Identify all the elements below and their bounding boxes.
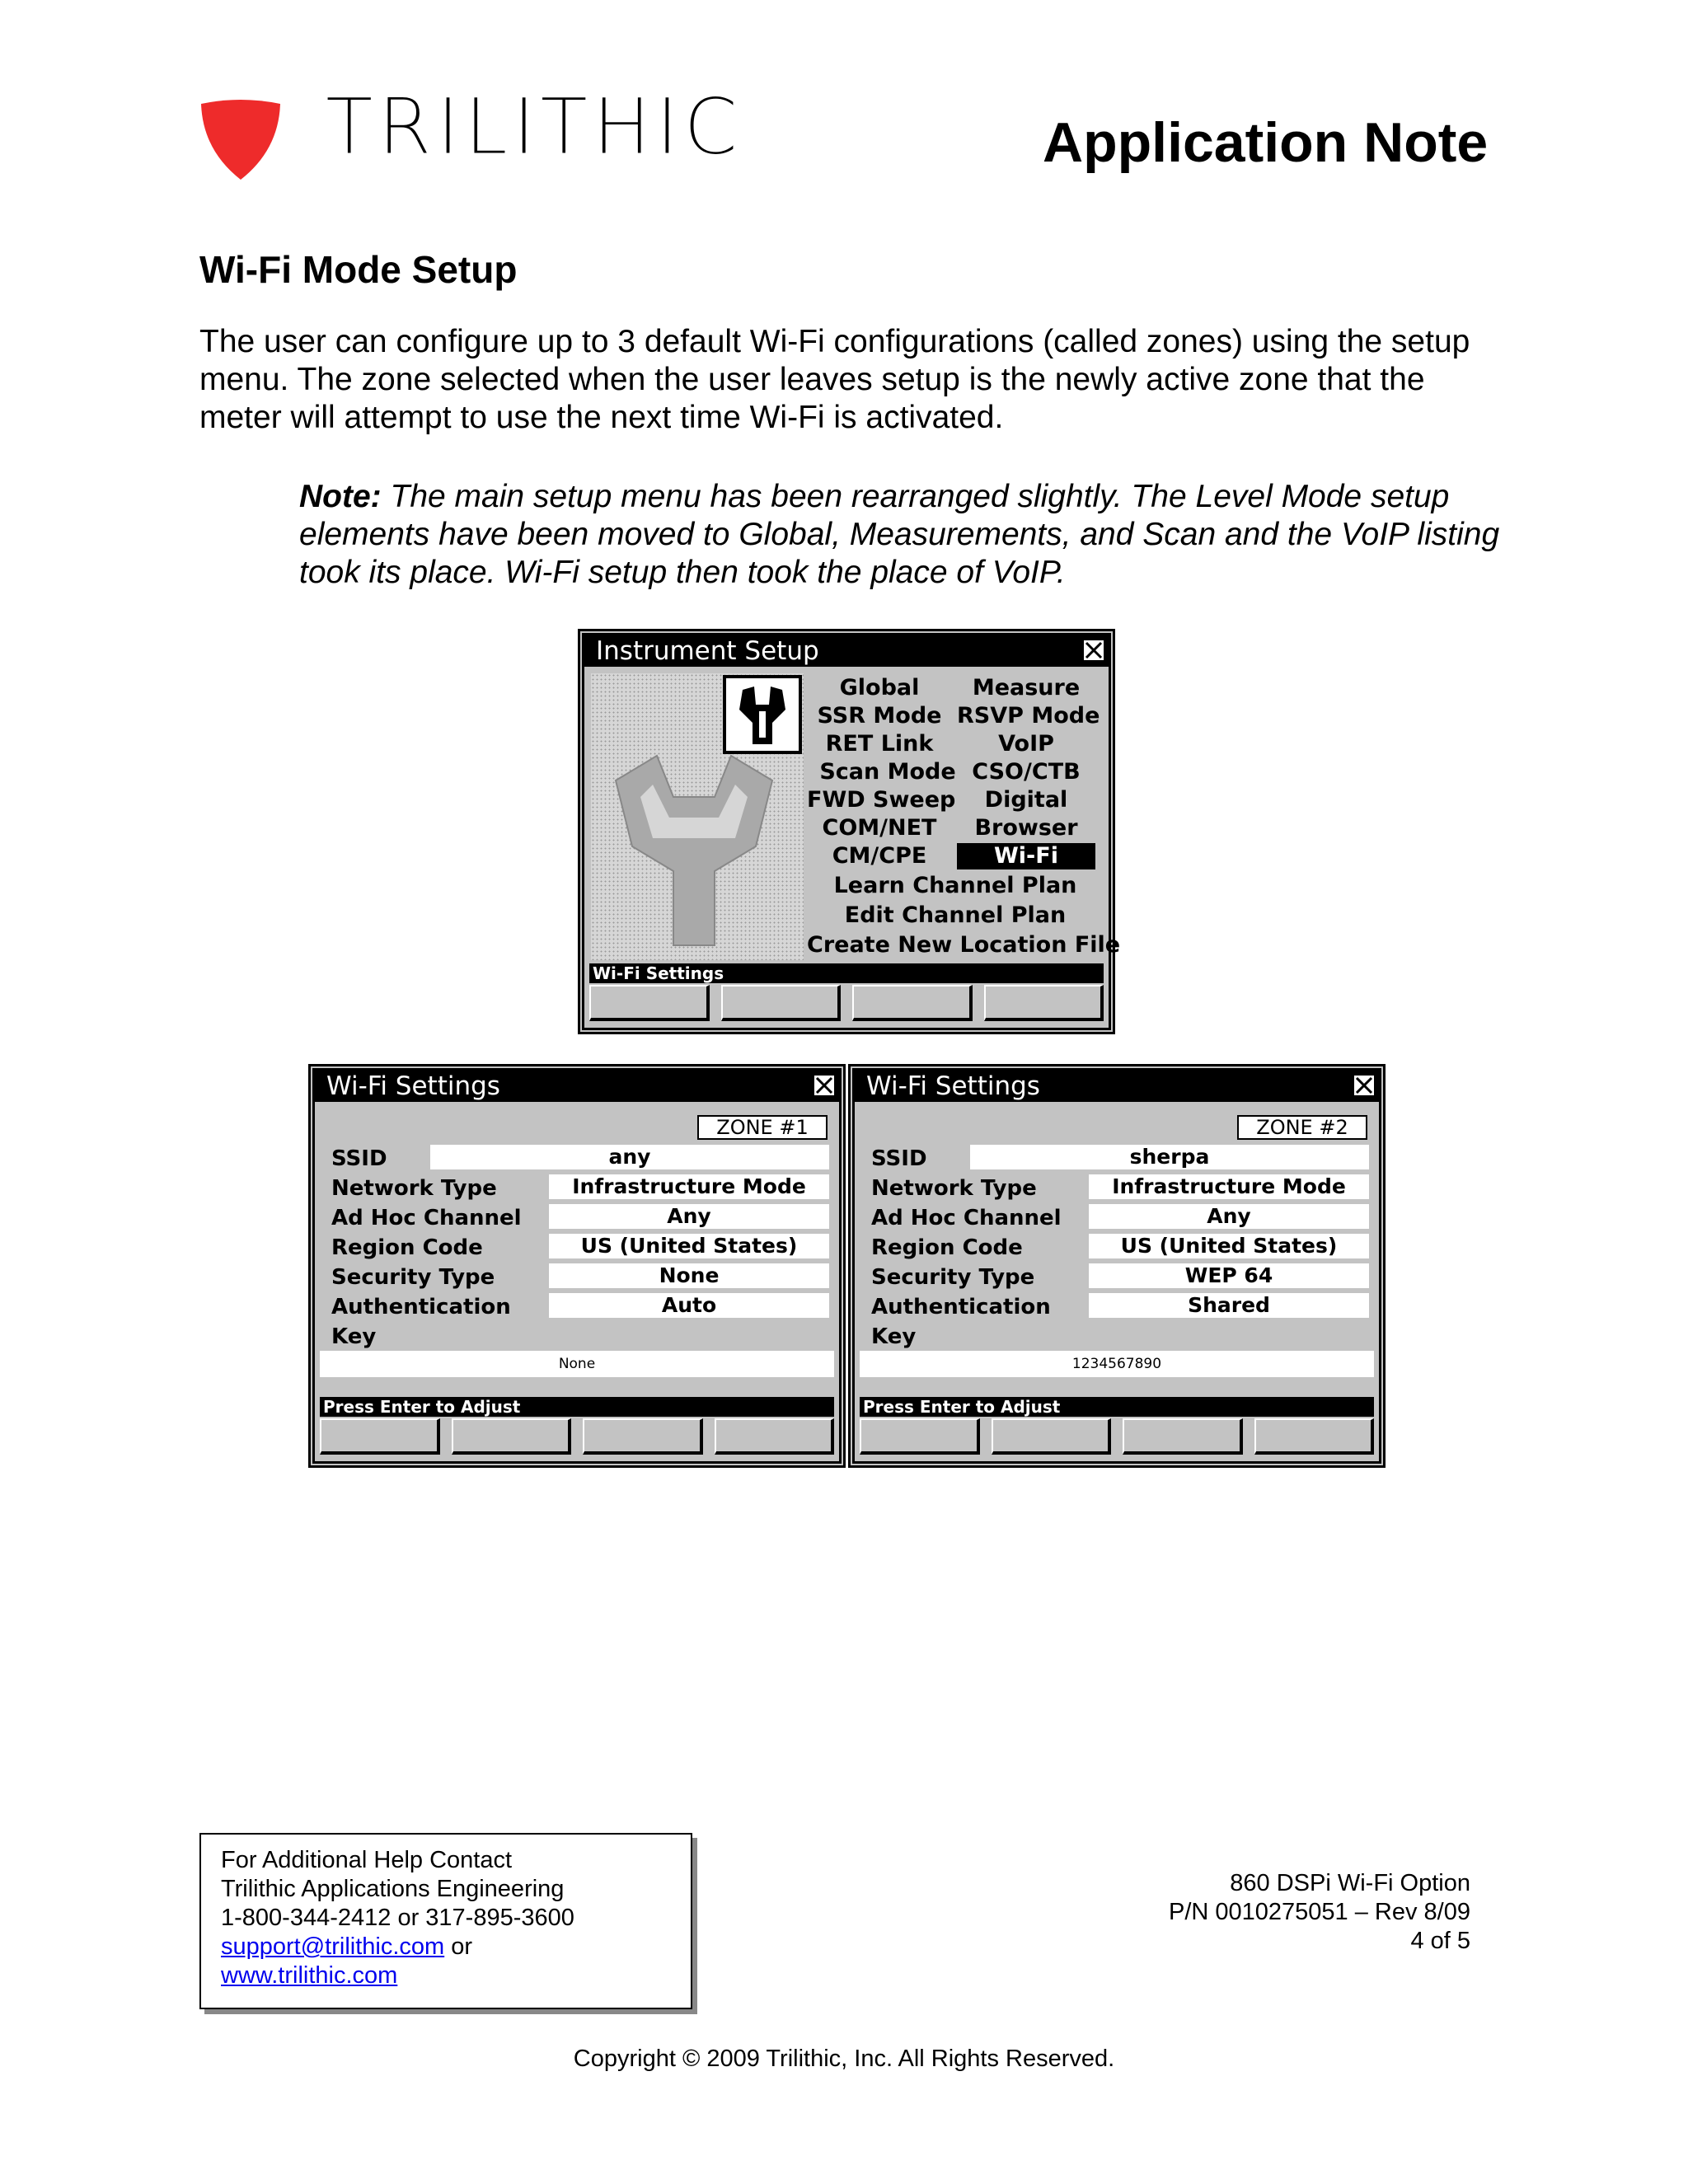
menu-item-measure[interactable]: Measure (972, 675, 1081, 701)
wrench-icon (723, 675, 802, 754)
softkey-row (320, 1418, 834, 1455)
menu-item-ret-link[interactable]: RET Link (825, 731, 934, 757)
contact-box (199, 1833, 692, 2009)
part-number: P/N 0010275051 – Rev 8/09 (1169, 1899, 1470, 1925)
body-paragraph: The user can configure up to 3 default Wi-Fi configurations (called zones) using the setup menu. The zone selected when the user leaves setup is the newly active zone that the meter will attempt to use the next time Wi-Fi is activated. (199, 324, 1470, 435)
softkey-2[interactable] (992, 1418, 1112, 1455)
trilithic-logo-icon (198, 99, 284, 181)
softkey-row (860, 1418, 1374, 1455)
ad-hoc-channel-field[interactable]: Any (549, 1204, 829, 1229)
menu-item-wifi[interactable]: Wi-Fi (957, 843, 1095, 869)
menu-item-voip[interactable]: VoIP (998, 731, 1054, 757)
security-type-label: Security Type (871, 1265, 1035, 1290)
menu-item-create-location-file[interactable]: Create New Location File (807, 932, 1121, 958)
softkey-1[interactable] (320, 1418, 440, 1455)
authentication-field[interactable]: Shared (1089, 1293, 1369, 1318)
key-field[interactable]: 1234567890 (860, 1351, 1374, 1377)
softkey-1[interactable] (860, 1418, 980, 1455)
close-icon[interactable] (1082, 639, 1105, 662)
authentication-label: Authentication (871, 1295, 1051, 1319)
key-field[interactable]: None (320, 1351, 834, 1377)
zone-indicator[interactable]: ZONE #1 (697, 1115, 828, 1140)
menu-item-browser[interactable]: Browser (974, 815, 1078, 841)
softkey-row (589, 985, 1104, 1021)
page-number: 4 of 5 (1410, 1928, 1470, 1954)
brand-wordmark: TRILITHIC (326, 82, 743, 172)
network-type-field[interactable]: Infrastructure Mode (1089, 1174, 1369, 1199)
security-type-field[interactable]: None (549, 1263, 829, 1288)
softkey-3[interactable] (583, 1418, 703, 1455)
wifi-settings-title: Wi-Fi Settings (315, 1071, 839, 1102)
region-code-field[interactable]: US (United States) (549, 1234, 829, 1258)
contact-email-line (221, 1933, 671, 1961)
instrument-setup-screen (582, 633, 1121, 1030)
menu-item-digital[interactable]: Digital (984, 787, 1068, 813)
network-type-label: Network Type (331, 1176, 497, 1201)
menu-item-ssr-mode[interactable]: SSR Mode (817, 703, 942, 729)
ad-hoc-channel-label: Ad Hoc Channel (871, 1206, 1062, 1230)
close-icon[interactable] (813, 1074, 836, 1097)
wifi-settings-title: Wi-Fi Settings (855, 1071, 1379, 1102)
key-label: Key (331, 1324, 377, 1349)
website-link[interactable]: www.trilithic.com (221, 1962, 398, 1989)
contact-department: Trilithic Applications Engineering (221, 1876, 565, 1902)
ad-hoc-channel-label: Ad Hoc Channel (331, 1206, 522, 1230)
softkey-3[interactable] (1123, 1418, 1243, 1455)
softkey-3[interactable] (852, 985, 973, 1021)
softkey-1[interactable] (589, 985, 710, 1021)
softkey-4[interactable] (984, 985, 1104, 1021)
contact-heading: For Additional Help Contact (221, 1847, 513, 1873)
authentication-label: Authentication (331, 1295, 511, 1319)
ssid-field[interactable]: sherpa (970, 1145, 1369, 1169)
menu-item-global[interactable]: Global (839, 675, 920, 701)
softkey-2[interactable] (452, 1418, 572, 1455)
wifi-settings-zone1-screen (312, 1068, 842, 1464)
softkey-2[interactable] (721, 985, 842, 1021)
status-bar: Press Enter to Adjust (860, 1397, 1374, 1417)
wifi-settings-zone2-screen (852, 1068, 1381, 1464)
menu-item-scan-mode[interactable]: Scan Mode (819, 759, 956, 785)
status-bar: Press Enter to Adjust (320, 1397, 834, 1417)
ad-hoc-channel-field[interactable]: Any (1089, 1204, 1369, 1229)
key-label: Key (871, 1324, 917, 1349)
softkey-4[interactable] (1254, 1418, 1375, 1455)
authentication-field[interactable]: Auto (549, 1293, 829, 1318)
region-code-label: Region Code (871, 1235, 1023, 1260)
network-type-field[interactable]: Infrastructure Mode (549, 1174, 829, 1199)
region-code-field[interactable]: US (United States) (1089, 1234, 1369, 1258)
menu-item-com-net[interactable]: COM/NET (822, 815, 937, 841)
security-type-field[interactable]: WEP 64 (1089, 1263, 1369, 1288)
menu-item-cm-cpe[interactable]: CM/CPE (832, 843, 927, 869)
section-title: Wi-Fi Mode Setup (199, 248, 518, 291)
document-type-heading: Application Note (1043, 111, 1489, 174)
document-info (1137, 1869, 1470, 1956)
instrument-setup-title: Instrument Setup (584, 635, 1109, 667)
support-email-link[interactable]: support@trilithic.com (221, 1933, 445, 1960)
note-body: The main setup menu has been rearranged slightly. The Level Mode setup elements have been moved to Global, Measurements, and Scan and the VoIP listing took its place. Wi-Fi setup then took the place of VoIP. (299, 479, 1500, 590)
menu-item-rsvp-mode[interactable]: RSVP Mode (957, 703, 1100, 729)
ssid-label: SSID (331, 1146, 387, 1171)
copyright-notice: Copyright © 2009 Trilithic, Inc. All Rights Reserved. (573, 2046, 1115, 2072)
ssid-label: SSID (871, 1146, 927, 1171)
menu-item-learn-channel-plan[interactable]: Learn Channel Plan (833, 873, 1077, 898)
zone-indicator[interactable]: ZONE #2 (1237, 1115, 1367, 1140)
menu-item-cso-ctb[interactable]: CSO/CTB (972, 759, 1081, 785)
region-code-label: Region Code (331, 1235, 483, 1260)
contact-phone: 1-800-344-2412 or 317-895-3600 (221, 1905, 574, 1931)
softkey-4[interactable] (715, 1418, 835, 1455)
network-type-label: Network Type (871, 1176, 1037, 1201)
status-bar: Wi-Fi Settings (589, 963, 1104, 983)
menu-item-edit-channel-plan[interactable]: Edit Channel Plan (844, 902, 1067, 928)
menu-item-fwd-sweep[interactable]: FWD Sweep (807, 787, 956, 813)
close-icon[interactable] (1353, 1074, 1376, 1097)
security-type-label: Security Type (331, 1265, 495, 1290)
note-paragraph (299, 478, 1503, 592)
note-label: Note: (299, 479, 382, 514)
contact-or: or (444, 1933, 473, 1960)
ssid-field[interactable]: any (430, 1145, 829, 1169)
product-name: 860 DSPi Wi-Fi Option (1230, 1870, 1470, 1896)
